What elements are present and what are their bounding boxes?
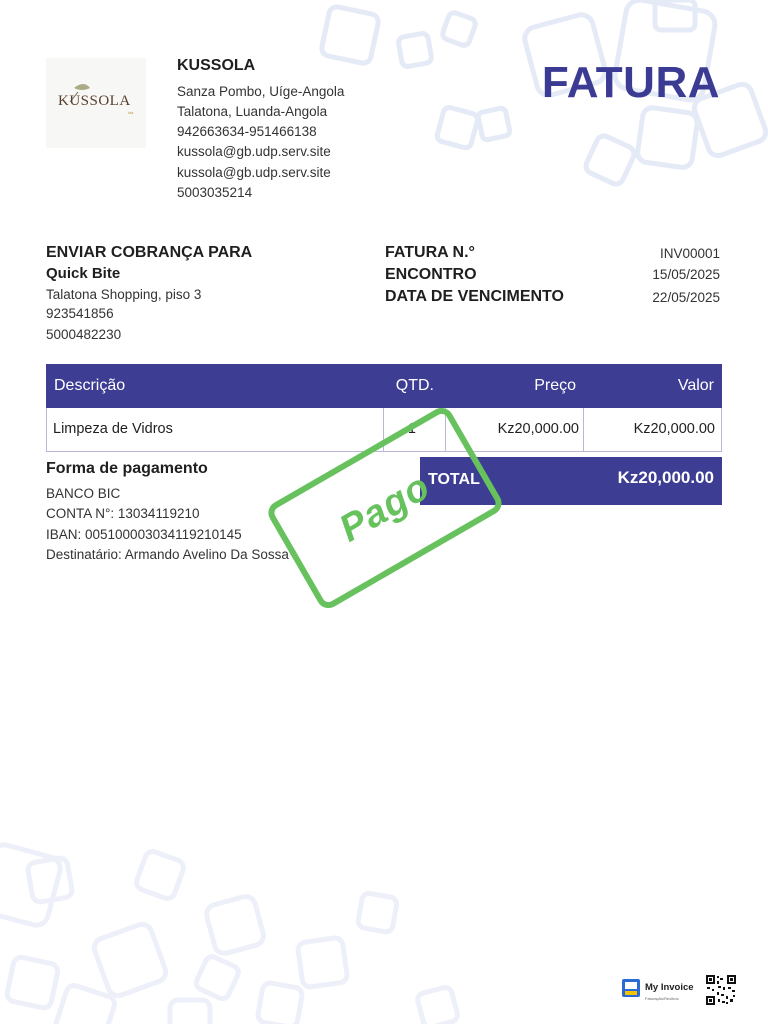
- row-value: Kz20,000.00: [633, 421, 715, 437]
- date-value: 15/05/2025: [652, 267, 720, 282]
- total-value: Kz20,000.00: [617, 468, 714, 487]
- payment-bank: BANCO BIC: [46, 486, 121, 501]
- footer-brand-sub: Faturação/Recibos: [645, 996, 679, 1001]
- due-date-label: DATA DE VENCIMENTO: [385, 288, 564, 305]
- total-label: TOTAL: [428, 471, 480, 488]
- logo-text: KUSSOLA: [58, 93, 131, 109]
- bill-to-address: Talatona Shopping, piso 3: [46, 287, 202, 302]
- bill-to-phone: 923541856: [46, 306, 114, 321]
- payment-iban: IBAN: 005100003034119210145: [46, 527, 242, 542]
- payment-recipient: Destinatário: Armando Avelino Da Sossa: [46, 547, 289, 562]
- column-value: Valor: [677, 377, 714, 394]
- company-name: KUSSOLA: [177, 57, 256, 74]
- payment-method-title: Forma de pagamento: [46, 460, 208, 477]
- row-price: Kz20,000.00: [497, 421, 579, 437]
- company-address-1: Sanza Pombo, Uíge-Angola: [177, 84, 345, 99]
- footer-brand-name: My Invoice: [645, 982, 694, 993]
- my-invoice-logo-icon: [621, 978, 641, 998]
- invoice-number-label: FATURA N.°: [385, 244, 475, 261]
- row-qty: 1: [407, 421, 416, 437]
- company-tax-id: 5003035214: [177, 185, 253, 200]
- page-title: FATURA: [541, 58, 720, 107]
- due-date-value: 22/05/2025: [652, 290, 720, 305]
- column-price: Preço: [534, 377, 576, 394]
- payment-account: CONTA N°: 13034119210: [46, 506, 200, 521]
- company-email-1: kussola@gb.udp.serv.site: [177, 144, 331, 159]
- bill-to-tax-id: 5000482230: [46, 327, 122, 342]
- paid-stamp-text: Pago: [332, 465, 438, 550]
- company-email-2: kussola@gb.udp.serv.site: [177, 165, 331, 180]
- bill-to-label: ENVIAR COBRANÇA PARA: [46, 244, 253, 261]
- row-description: Limpeza de Vidros: [53, 421, 173, 437]
- invoice-number-value: INV00001: [659, 246, 720, 261]
- company-phone: 942663634-951466138: [177, 124, 317, 139]
- qr-code-icon: [706, 975, 736, 1005]
- items-table-header: [46, 364, 722, 408]
- company-address-2: Talatona, Luanda-Angola: [177, 104, 328, 119]
- column-qty: QTD.: [395, 377, 434, 394]
- logo-subtext: lda: [128, 110, 134, 115]
- bill-to-name: Quick Bite: [46, 265, 121, 282]
- column-description: Descrição: [54, 377, 126, 394]
- date-label: ENCONTRO: [385, 266, 477, 283]
